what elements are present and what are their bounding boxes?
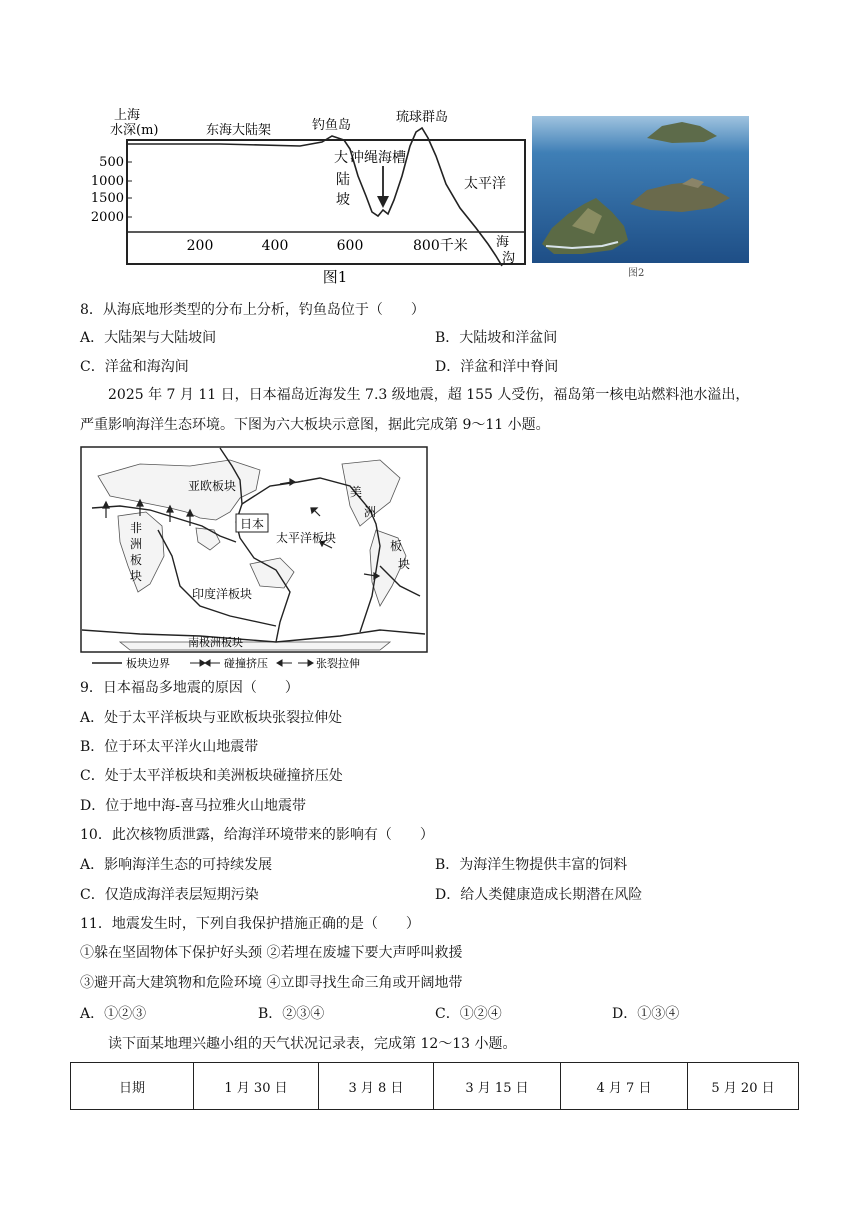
q11-option-c: C．①②④ — [435, 1006, 502, 1022]
trench-label-2: 沟 — [502, 251, 516, 266]
antarctic-plate-label: 南极洲板块 — [188, 636, 243, 649]
distance-tick: 200 — [186, 238, 214, 254]
depth-axis-label: 水深(m) — [110, 123, 159, 138]
q11-option-d: D．①③④ — [612, 1006, 680, 1022]
figure2-caption: 图2 — [628, 268, 645, 279]
legend-collision: 碰撞挤压 — [224, 657, 268, 670]
african-plate-label-4: 块 — [130, 569, 143, 583]
q10-stem: 10．此次核物质泄露，给海洋环境带来的影响有（ ） — [80, 827, 434, 843]
legend-boundary: 板块边界 — [126, 657, 170, 670]
legend-rift-icon — [277, 660, 313, 666]
ryukyu-label: 琉球群岛 — [396, 110, 449, 125]
q10-option-c: C．仅造成海洋表层短期污染 — [80, 887, 259, 903]
trench-label-1: 海 — [496, 235, 510, 250]
intro-9-11-line1: 2025 年 7 月 11 日，日本福岛近海发生 7.3 级地震，超 155 人受伤，福岛第一核电站燃料池水溢出， — [108, 387, 750, 403]
weather-record-table — [70, 1062, 799, 1110]
distance-tick: 800千米 — [413, 238, 468, 254]
table-header-cell: 日期 — [71, 1063, 194, 1110]
distance-tick: 600 — [336, 238, 364, 254]
q11-option-b: B．②③④ — [258, 1006, 325, 1022]
q9-option-c: C．处于太平洋板块和美洲板块碰撞挤压处 — [80, 768, 343, 784]
q9-option-b: B．位于环太平洋火山地震带 — [80, 739, 259, 755]
diaoyu-islands-photo — [532, 116, 749, 263]
q10-option-d: D．给人类健康造成长期潜在风险 — [435, 887, 643, 903]
seafloor-profile-figure — [90, 104, 530, 286]
diaoyu-label: 钓鱼岛 — [312, 118, 352, 133]
q11-statements-2: ③避开高大建筑物和危险环境 ④立即寻找生命三角或开阔地带 — [80, 975, 463, 991]
intro-12-13: 读下面某地理兴趣小组的天气状况记录表，完成第 12～13 小题。 — [108, 1036, 517, 1052]
table-header-cell: 4 月 7 日 — [561, 1063, 688, 1110]
plates-map — [80, 446, 430, 672]
american-plate-label-1: 美 — [350, 485, 363, 499]
q9-stem: 9．日本福岛多地震的原因（ ） — [80, 680, 299, 696]
q10-option-a: A．影响海洋生态的可持续发展 — [80, 857, 273, 873]
depth-tick: 2000 — [90, 210, 124, 225]
q8-option-d: D．洋盆和洋中脊间 — [435, 359, 559, 375]
q8-option-b: B．大陆坡和洋盆间 — [435, 330, 558, 346]
african-plate-label-2: 洲 — [130, 537, 143, 551]
eurasian-plate-label: 亚欧板块 — [188, 479, 237, 493]
american-plate-label-3: 板 — [390, 539, 403, 553]
q10-option-b: B．为海洋生物提供丰富的饲料 — [435, 857, 628, 873]
q11-statements-1: ①躲在坚固物体下保护好头颈 ②若埋在废墟下要大声呼叫救援 — [80, 945, 463, 961]
table-header-cell: 5 月 20 日 — [688, 1063, 799, 1110]
distance-tick: 400 — [261, 238, 289, 254]
american-plate-label-4: 块 — [398, 557, 411, 571]
intro-9-11-line2: 严重影响海洋生态环境。下图为六大板块示意图，据此完成第 9～11 小题。 — [80, 417, 550, 433]
q11-stem: 11．地震发生时，下列自我保护措施正确的是（ ） — [80, 916, 420, 932]
depth-tick: 1500 — [90, 191, 124, 206]
q8-stem: 8．从海底地形类型的分布上分析，钓鱼岛位于（ ） — [80, 302, 425, 318]
figure1-caption: 图1 — [322, 268, 348, 286]
q11-option-a: A．①②③ — [80, 1006, 147, 1022]
table-row — [71, 1063, 799, 1110]
slope-label-3: 坡 — [336, 192, 350, 208]
slope-label-2: 陆 — [336, 172, 350, 188]
table-header-cell: 3 月 8 日 — [319, 1063, 434, 1110]
african-plate-label-3: 板 — [130, 553, 143, 567]
pacific-plate-label: 太平洋板块 — [276, 531, 337, 545]
american-plate-label-2: 洲 — [364, 505, 377, 519]
trough-label: 冲绳海槽 — [350, 150, 406, 166]
shanghai-label: 上海 — [114, 108, 141, 123]
q8-option-c: C．洋盆和海沟间 — [80, 359, 189, 375]
depth-tick: 500 — [99, 155, 124, 170]
legend-collision-icon — [190, 660, 220, 666]
table-header-cell: 1 月 30 日 — [194, 1063, 319, 1110]
q8-option-a: A．大陆架与大陆坡间 — [80, 330, 217, 346]
pacific-label: 太平洋 — [464, 176, 506, 192]
q9-option-d: D．位于地中海-喜马拉雅火山地震带 — [80, 798, 306, 814]
table-header-cell: 3 月 15 日 — [434, 1063, 561, 1110]
african-plate-label-1: 非 — [130, 521, 143, 535]
shelf-label: 东海大陆架 — [206, 123, 272, 138]
depth-tick: 1000 — [90, 174, 124, 189]
q9-option-a: A．处于太平洋板块与亚欧板块张裂拉伸处 — [80, 710, 343, 726]
indian-ocean-plate-label: 印度洋板块 — [192, 587, 253, 601]
legend-rift: 张裂拉伸 — [316, 657, 360, 670]
japan-label: 日本 — [239, 517, 265, 531]
slope-label-1: 大 — [334, 150, 348, 166]
